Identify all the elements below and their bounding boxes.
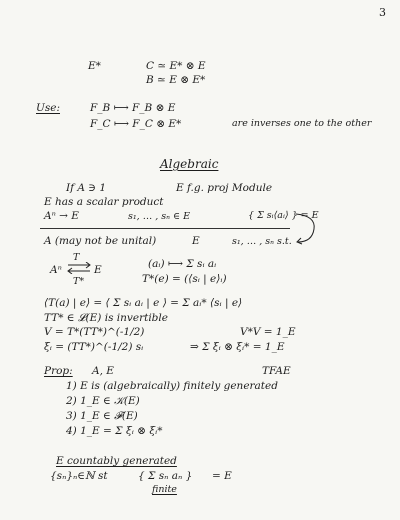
c-definition: C ≃ E* ⊗ E bbox=[146, 60, 206, 72]
map-t-label: T bbox=[73, 252, 80, 263]
use-line-1: F_B ⟼ F_B ⊗ E bbox=[90, 102, 176, 114]
b-definition: B ≃ E ⊗ E* bbox=[146, 74, 206, 86]
countable-finite: finite bbox=[152, 484, 177, 495]
equation-1: ⟨T(a) | e⟩ = ⟨ Σ sᵢ aᵢ | e ⟩ = Σ aᵢ* ⟨sᵢ | e⟩ bbox=[44, 297, 243, 309]
prop-label: Prop: bbox=[44, 365, 73, 377]
countable-line-b: { Σ sₙ aₙ } bbox=[138, 470, 193, 482]
map-target: E bbox=[94, 264, 102, 276]
equation-3a: V = T*(TT*)^(-1/2) bbox=[44, 326, 145, 338]
map-t-formula: (aᵢ) ⟼ Σ sᵢ aᵢ bbox=[148, 258, 217, 270]
map-tstar-label: T* bbox=[73, 276, 85, 287]
e-star-label: E* bbox=[88, 60, 101, 72]
map-tstar-formula: T*(e) = (⟨sᵢ | e⟩ᵢ) bbox=[142, 273, 227, 285]
algebraic-line-2: E has a scalar product bbox=[44, 196, 164, 208]
algebraic-line-3b: s₁, … , sₙ ∈ E bbox=[128, 211, 191, 222]
equation-2: TT* ∈ 𝓛(E) is invertible bbox=[44, 312, 168, 324]
prop-tfae: TFAE bbox=[262, 365, 291, 377]
prop-item-1: 1) E is (algebraically) finitely generated bbox=[66, 380, 278, 392]
algebraic-line-4b: E bbox=[192, 235, 200, 247]
algebraic-line-1a: If A ∋ 1 bbox=[66, 182, 107, 194]
prop-item-3: 3) 1_E ∈ 𝓕(E) bbox=[66, 410, 138, 422]
algebraic-line-4c: s₁, … , sₙ s.t. bbox=[232, 236, 292, 247]
use-line-2: F_C ⟼ F_C ⊗ E* bbox=[90, 118, 182, 130]
algebraic-line-1b: E f.g. proj Module bbox=[176, 182, 273, 194]
curved-arrow-icon bbox=[292, 212, 318, 246]
countable-line-a: {sₙ}ₙ∈ℕ st bbox=[50, 470, 108, 482]
algebraic-line-3a: Aⁿ → E bbox=[44, 210, 79, 222]
use-comment: are inverses one to the other bbox=[232, 118, 372, 129]
use-label: Use: bbox=[36, 102, 60, 114]
countable-line-c: = E bbox=[212, 470, 232, 482]
page-number: 3 bbox=[379, 6, 386, 19]
algebraic-line-4a: A (may not be unital) bbox=[44, 235, 157, 247]
countable-heading: E countably generated bbox=[56, 455, 177, 467]
equation-4b: ⇒ Σ ξᵢ ⊗ ξᵢ* = 1_E bbox=[190, 341, 285, 353]
map-source: Aⁿ bbox=[50, 264, 62, 276]
equation-3b: V*V = 1_E bbox=[240, 326, 296, 338]
prop-item-2: 2) 1_E ∈ 𝒦(E) bbox=[66, 395, 140, 407]
equation-4a: ξᵢ = (TT*)^(-1/2) sᵢ bbox=[44, 341, 144, 353]
prop-item-4: 4) 1_E = Σ ξᵢ ⊗ ξᵢ* bbox=[66, 425, 163, 437]
algebraic-line-3c: { Σ sᵢ⟨aᵢ⟩ } = E bbox=[248, 210, 319, 221]
prop-ae: A, E bbox=[92, 365, 114, 377]
double-arrow-icon bbox=[66, 262, 92, 274]
divider-line bbox=[40, 228, 290, 229]
algebraic-heading: Algebraic bbox=[160, 157, 219, 171]
